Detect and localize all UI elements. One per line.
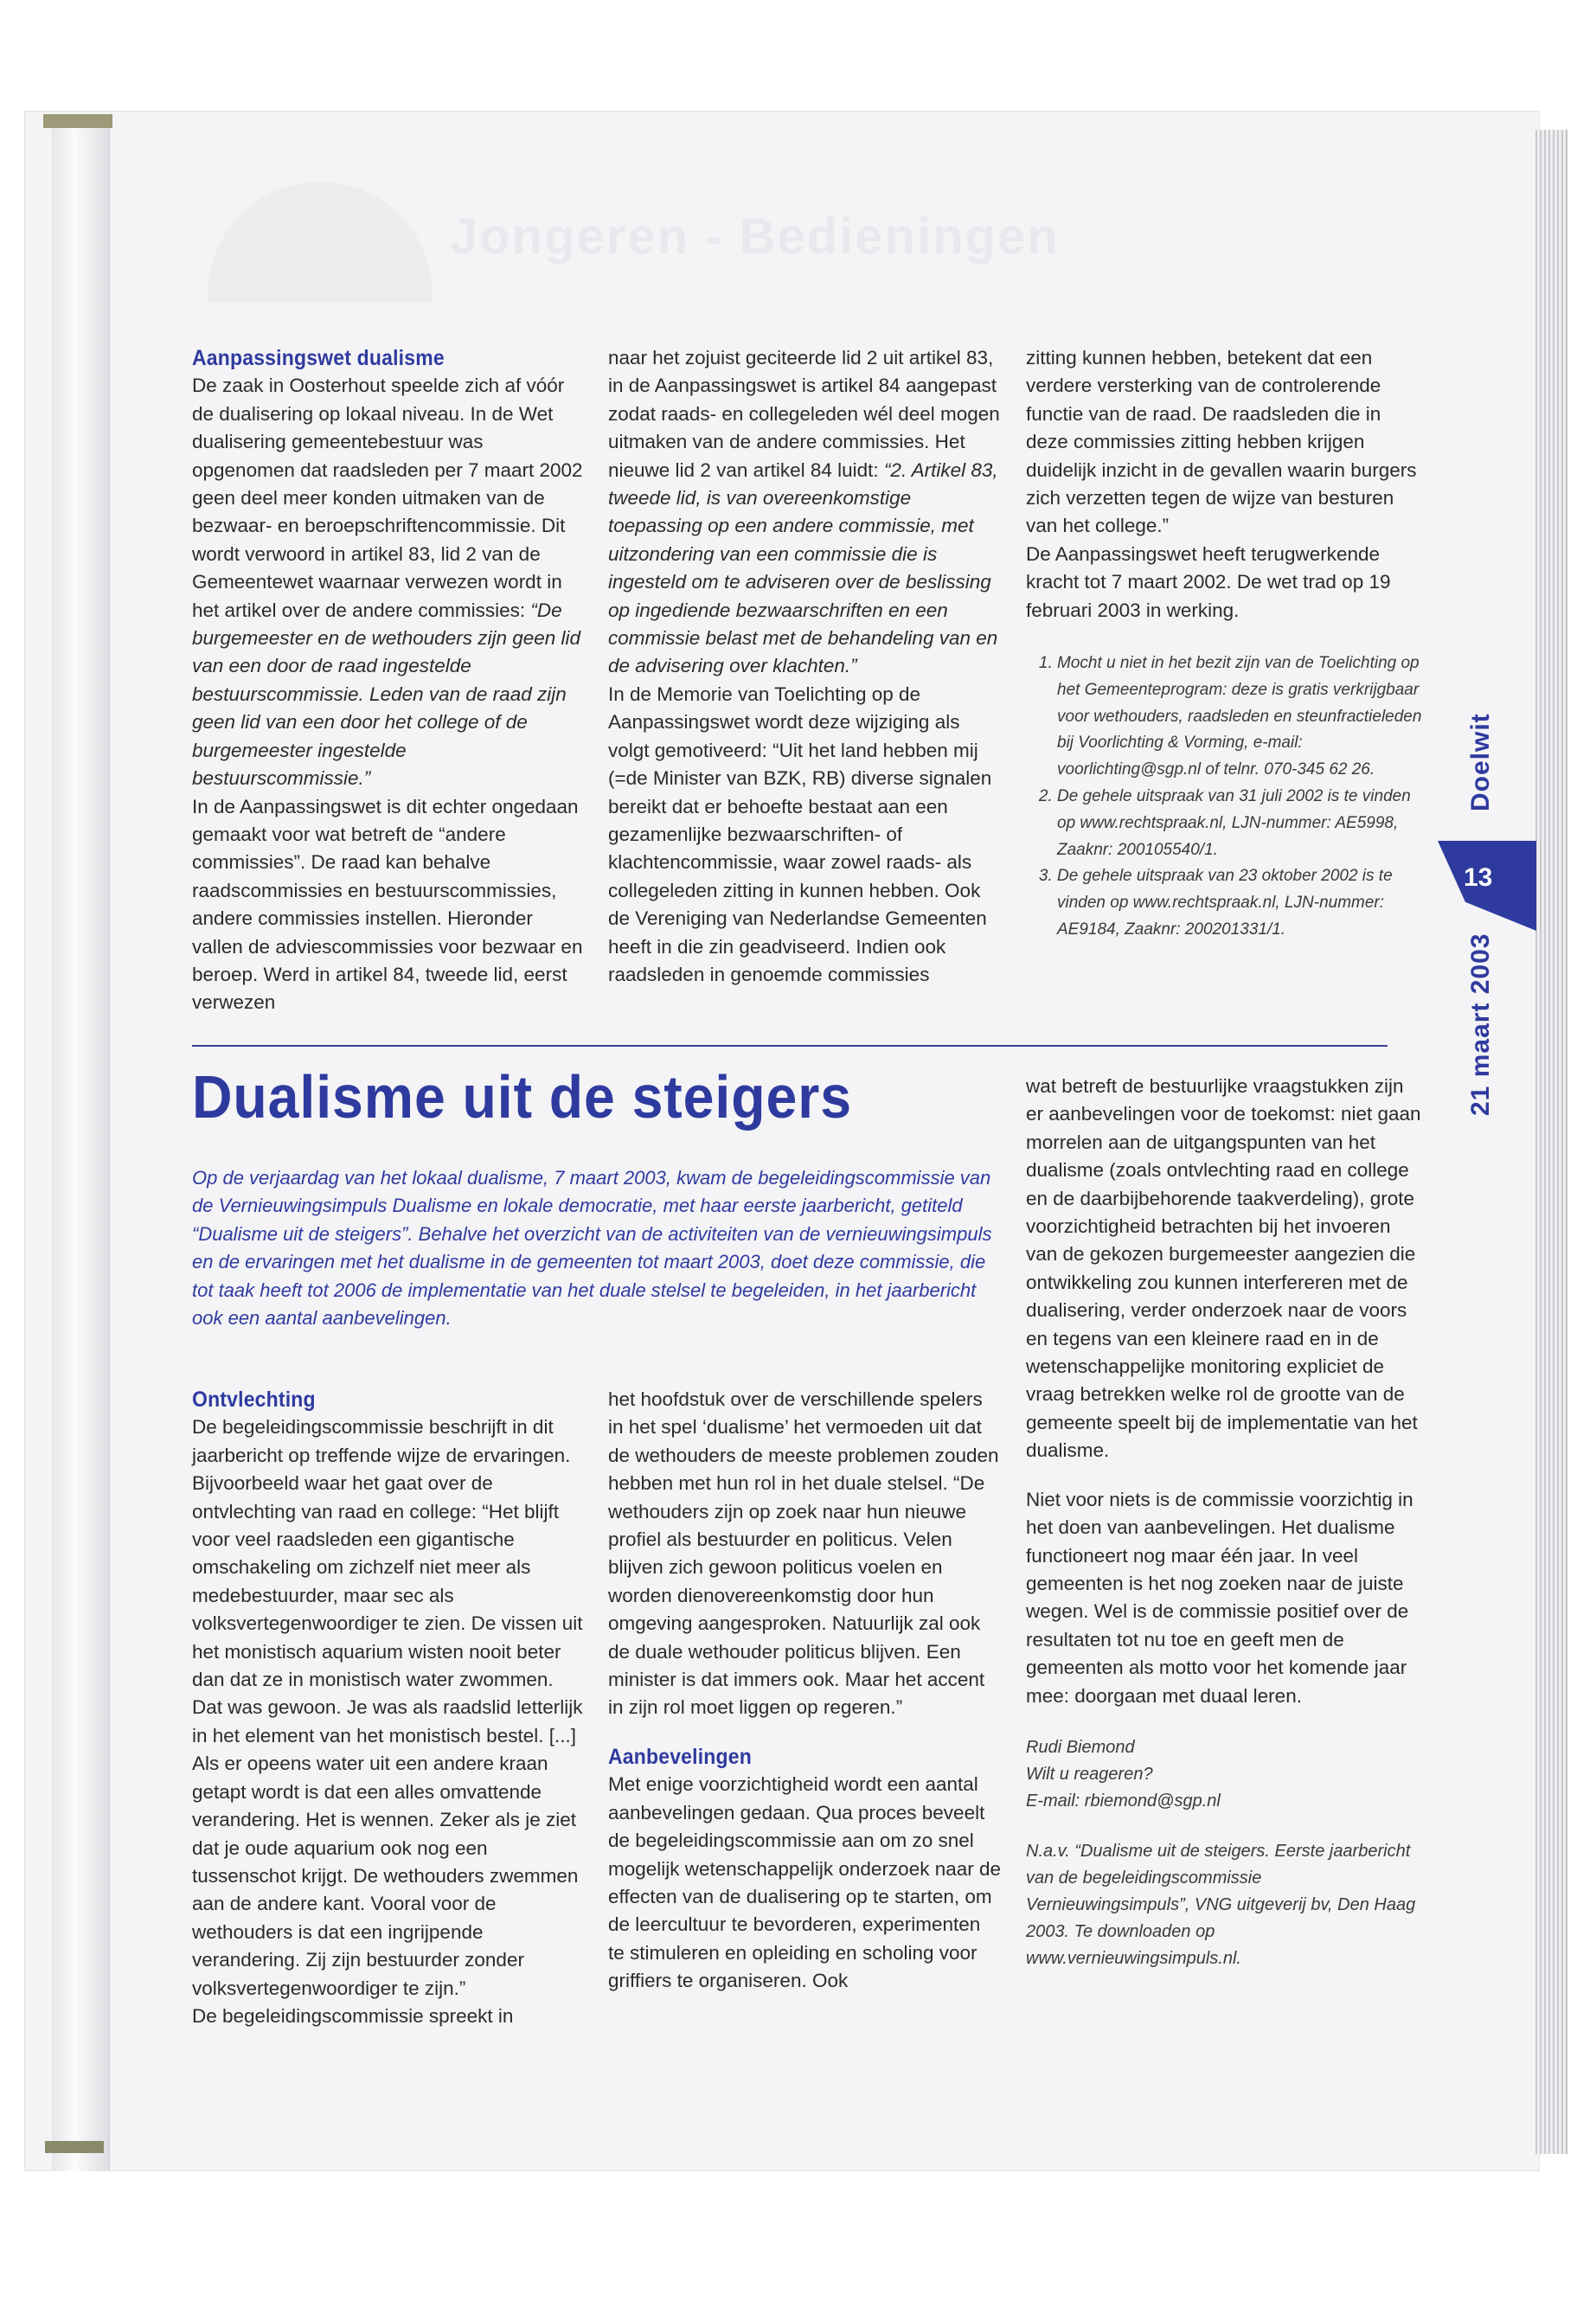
article-title: Dualisme uit de steigers <box>192 1063 852 1131</box>
paragraph: het hoofdstuk over de verschillende spelers in het spel ‘dualisme’ het vermoeden uit dat de wethouders de meeste problemen zouden hebben met hun rol in het duale stelsel. “De wethouders zijn op zoek naar hun nieuwe profiel als bestuurder en politicus. Velen blijven zich gewoon politicus voelen en worden dienovereenkomstig door hun omgeving aangesproken. Natuurlijk zal ook de duale wethouder politicus blijven. Een minister is dat immers ook. Maar het accent in zijn rol moet liggen op regeren.” <box>608 1388 999 1719</box>
text: De zaak in Oosterhout speelde zich af vóór de dualisering op lokaal niveau. In de Wet dualisering gemeentebestuur was opgenomen dat raadsleden per 7 maart 2002 geen deel meer konden uitmaken van de bezwaar- en beroepschriftencommissie. Dit wordt verwoord in artikel 83, lid 2 van de Gemeentewet waarnaar verwezen wordt in het artikel over de andere commissies: <box>192 375 583 621</box>
paragraph: wat betreft de bestuurlijke vraagstukken zijn er aanbevelingen voor de toekomst: niet gaan morrelen aan de uitgangspunten van het dualisme (zoals ontvlechting raad en college en de daarbijbehorende taakverdeling), grote voorzichtigheid betrachten bij het invoeren van de gekozen burgemeester aangezien die ontwikkeling zou kunnen interfereren met de dualisering, verder onderzoek naar de voors en tegens van een kleinere raad en in de wetenschappelijke monitoring expliciet de vraag betrekken welke rol de grootte van de gemeente speelt bij de implementatie van het dualisme. <box>1026 1075 1421 1462</box>
section-heading: Aanpassingswet dualisme <box>192 346 445 370</box>
top-column-3 <box>1026 344 1424 944</box>
subheading: Ontvlechting <box>192 1388 316 1412</box>
source-note: N.a.v. “Dualisme uit de steigers. Eerste jaarbericht van de begeleidingscommissie Vernieuwingsimpuls”, VNG uitgeverij bv, Den Haag 2003. Te downloaden op www.vernieuwingsimpuls.nl. <box>1026 1842 1416 1968</box>
footnotes <box>1026 651 1424 944</box>
show-through-heading: Jongeren - Bedieningen <box>450 208 1060 265</box>
article-intro: Op de verjaardag van het lokaal dualisme, 7 maart 2003, kwam de begeleidingscommissie van de Vernieuwingsimpuls Dualisme en lokale democratie, met haar eerste jaarbericht, getiteld “Dualisme uit de steigers”. Behalve het overzicht van de activiteiten van de vernieuwingsimpuls en de ervaringen met het dualisme in de gemeenten tot maart 2003, doet deze commissie, die tot taak heeft tot 2006 de implementatie van het duale stelsel te begeleiden, in het jaarbericht ook een aantal aanbevelingen. <box>192 1167 992 1330</box>
article-column-2 <box>608 1386 1002 1996</box>
paragraph: In de Aanpassingswet is dit echter ongedaan gemaakt voor wat betreft de “andere commissies”. De raad kan behalve raadscommissies en bestuurscommissies, andere commissies instellen. Hieronder vallen de adviescommissies voor bezwaar en beroep. Werd in artikel 84, tweede lid, eerst verwezen <box>192 795 583 1014</box>
paragraph: zitting kunnen hebben, betekent dat een verdere versterking van de controlerende functie van de raad. De raadsleden die in deze commissies zitting hebben krijgen duidelijk inzicht in de gevallen waarin burgers zich verzetten tegen de wijze van besturen van het college.” <box>1026 347 1417 537</box>
article-column-1 <box>192 1386 583 2030</box>
paragraph: In de Memorie van Toelichting op de Aanpassingswet wordt deze wijziging als volgt gemotiveerd: “Uit het land hebben mij (=de Minister van BZK, RB) diverse signalen bereikt dat er behoefte bestaat aan een gezamenlijke bezwaarschriften- of klachtencommissie, waar zowel raads- als collegeleden zitting in kunnen hebben. Ook de Vereniging van Nederlandse Gemeenten heeft in die zin geadviseerd. Indien ook raadsleden in genoemde commissies <box>608 683 992 985</box>
subheading: Aanbevelingen <box>608 1744 752 1769</box>
binding-clip-top <box>43 114 112 128</box>
footnote: 2. De gehele uitspraak van 31 juli 2002 is te vinden op www.rechtspraak.nl, LJN-nummer: AE5998, Zaaknr: 200105540/1. <box>1057 784 1424 863</box>
paragraph: De Aanpassingswet heeft terugwerkende kracht tot 7 maart 2002. De wet trad op 19 februari 2003 in werking. <box>1026 542 1391 621</box>
top-column-2 <box>608 344 1002 989</box>
quote: “2. Artikel 83, tweede lid, is van overeenkomstige toepassing op een andere commissie, met uitzondering van een commissie die is ingesteld om te adviseren over de beslissing op ingediende bezwaarschriften en een commissie belast met de behandeling van en de advisering over klachten.” <box>608 458 998 677</box>
top-column-1 <box>192 344 586 1017</box>
author-block <box>1026 1734 1424 1814</box>
binding-spine <box>52 117 110 2171</box>
footnote: 3. De gehele uitspraak van 23 oktober 2002 is te vinden op www.rechtspraak.nl, LJN-nummer: AE9184, Zaaknr: 200201331/1. <box>1057 863 1424 943</box>
section-label: Doelwit <box>1466 713 1495 811</box>
footnote: 1. Mocht u niet in het bezit zijn van de Toelichting op het Gemeenteprogram: deze is gratis verkrijgbaar voor wethouders, raadsleden en steunfractieleden bij Voorlichting & Vorming, e-mail: voorlichting@sgp.nl of telnr. 070-345 62 26. <box>1057 651 1424 784</box>
text: naar het zojuist geciteerde lid 2 uit artikel 83, in de Aanpassingswet is artikel 84 aangepast zodat raads- en collegeleden wél deel mogen uitmaken van de andere commissies. Het nieuwe lid 2 van artikel 84 luidt: <box>608 347 1000 481</box>
page-edges <box>1535 130 1567 2154</box>
issue-date: 21 maart 2003 <box>1466 933 1495 1116</box>
reaction-prompt: Wilt u reageren? <box>1026 1764 1153 1784</box>
paragraph: De begeleidingscommissie spreekt in <box>192 2004 514 2027</box>
paragraph: Niet voor niets is de commissie voorzichtig in het doen van aanbevelingen. Het dualisme functioneert nog maar één jaar. In veel gemeenten is het nog zoeken naar de juiste wegen. Wel is de commissie positief over de resultaten tot nu toe en geeft men de gemeenten als motto voor het komende jaar mee: doorgaan met duaal leren. <box>1026 1488 1413 1707</box>
quote: “De burgemeester en de wethouders zijn geen lid van een door de raad ingestelde bestuurscommissie. Leden van de raad zijn geen lid van een door het college of de burgemeester ingestelde bestuurscommissie.” <box>192 599 581 790</box>
divider-rule <box>192 1045 1388 1047</box>
paragraph: De begeleidingscommissie beschrijft in dit jaarbericht op treffende wijze de ervaringen. Bijvoorbeeld waar het gaat over de ontvlechting van raad en college: “Het blijft voor veel raadsleden een gigantische omschakeling om zichzelf niet meer als medebestuurder, maar sec als volksvertegenwoordiger te zien. De vissen uit het monistisch aquarium wisten nooit beter dan dat ze in monistisch water zwommen. Dat was gewoon. Je was als raadslid letterlijk in het element van het monistisch bestel. [...] Als er opeens water uit een andere kraan getapt wordt is dat een alles omvattende verandering. Het is wennen. Zeker als je ziet dat je oude aquarium ook nog een tussenschot krijgt. De wethouders zwemmen aan de andere kant. Vooral voor de wethouders is dat een ingrijpende verandering. Zij zijn bestuurder zonder volksvertegenwoordiger te zijn.” <box>192 1416 583 1999</box>
author-name: Rudi Biemond <box>1026 1737 1135 1757</box>
paragraph: Met enige voorzichtigheid wordt een aantal aanbevelingen gedaan. Qua proces beveelt de begeleidingscommissie aan om zo snel mogelijk wetenschappelijk onderzoek naar de effecten van de dualisering op te starten, om de leercultuur te bevorderen, experimenten te stimuleren en opleiding en scholing voor griffiers te organiseren. Ook <box>608 1773 1002 1992</box>
page-number: 13 <box>1464 863 1493 892</box>
paragraph <box>608 344 1002 681</box>
author-email: E-mail: rbiemond@sgp.nl <box>1026 1791 1221 1811</box>
binding-clip-bottom <box>45 2141 104 2153</box>
paragraph <box>192 372 586 792</box>
article-column-3 <box>1026 1073 1424 1971</box>
